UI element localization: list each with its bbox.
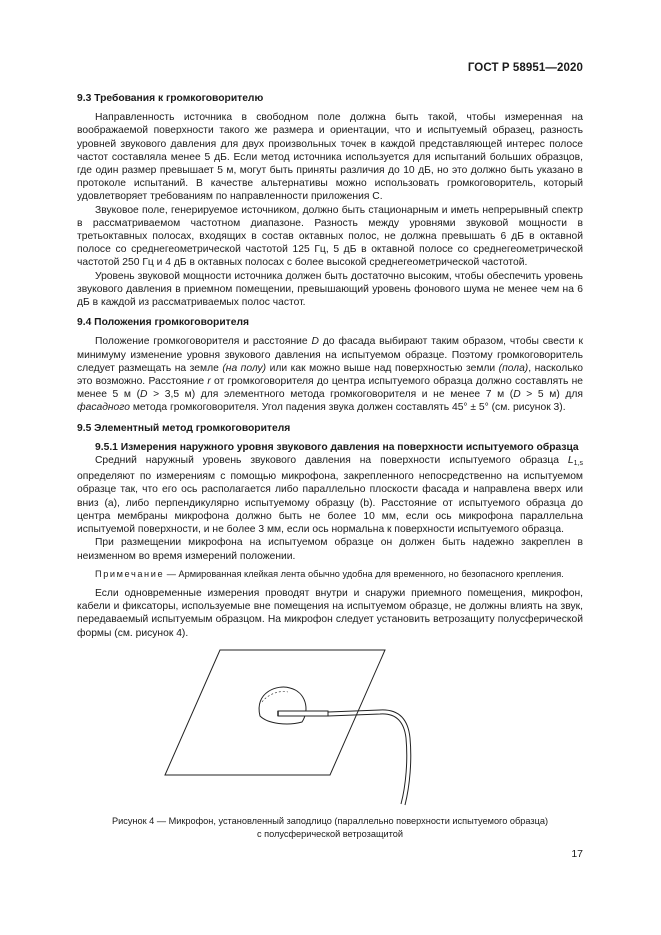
document-code: ГОСТ Р 58951—2020 [467, 62, 583, 74]
section-9-4-title: 9.4 Положения громкоговорителя [77, 317, 249, 329]
figure-4-caption: Рисунок 4 — Микрофон, установленный заподлицо (параллельно поверхности испытуемого образца) с полусферической ветрозащитой [111, 816, 548, 839]
section-9-3-paragraph-2: Звуковое поле, генерируемое источником, должно быть стационарным и иметь непрерывный спектр в рассматриваемом частотном диапазоне. Разность между уровнями звуковой мощности в третьоктавных полосах, входящих в состав октавных полос, не должна превышать 6 дБ в октавной полосе со среднегеометрической частотой 125 Гц, 5 дБ в октавной полосе со среднегеометрической частотой 250 Гц и 4 дБ в октавных полосах с более высокой среднегеометрической частотой. [77, 204, 583, 269]
windscreen-hemisphere [259, 687, 306, 724]
microphone-body [278, 711, 328, 716]
figure-4-microphone-drawing [160, 640, 510, 810]
section-9-4-paragraph: Положение громкоговорителя и расстояние D до фасада выбирают таким образом, чтобы свести к минимуму изменение уровня звукового давления на испытуемом образце. Поэтому громкоговоритель следует размещать на земле (на полу) или как можно выше над поверхностью земли (пола), насколько это возможно. Расстояние r от громкоговорителя до центра испытуемого образца должно составлять не менее 5 м (D > 3,5 м) для элементного метода громкоговорителя и не менее 7 м (D > 5 м) для фасадного метода громкоговорителя. Угол падения звука должен составлять 45° ± 5° (см. рисунок 3). [77, 336, 584, 414]
document-body [77, 92, 583, 640]
test-specimen-surface [165, 650, 385, 775]
page-number: 17 [571, 848, 583, 860]
section-9-3-paragraph-1: Направленность источника в свободном поле должна быть такой, чтобы измеренная на воображаемой поверхности такого же размера и ориентации, что и испытуемый образец, разность уровней звукового давления для двух произвольных точек в каждой представляющей интерес полосе частот составляла менее 5 дБ. Если метод источника используется для испытаний больших образцов, где один размер превышает 5 м, могут быть приняты различия до 10 дБ, но это должно быть указано в протоколе испытаний. В качестве альтернативы можно использовать громкоговоритель, который удовлетворяет требованиям по направленности приложения С. [77, 112, 583, 203]
section-9-5-title: 9.5 Элементный метод громкоговорителя [77, 422, 291, 434]
section-9-5-1-paragraph-2: При размещении микрофона на испытуемом образце он должен быть надежно закреплен в неизменном во время измерений положении. [77, 537, 583, 562]
microphone-cable [328, 710, 411, 805]
section-9-3-paragraph-3: Уровень звуковой мощности источника должен быть достаточно высоким, чтобы обеспечить уровень звукового давления в приемном помещении, превышающий уровень фонового шума не менее чем на 6 дБ в каждой из рассматриваемых полос частот. [77, 270, 583, 309]
section-9-5-1-paragraph-3: Если одновременные измерения проводят внутри и снаружи приемного помещения, микрофон, кабели и фиксаторы, используемые вне помещения на испытуемом образце, не должны влиять на звук, передаваемый испытуемым образцом. На микрофон следует установить ветрозащиту полусферической формы (см. рисунок 4). [77, 587, 583, 639]
section-9-5-1-title: 9.5.1 Измерения наружного уровня звукового давления на поверхности испытуемого образца [95, 441, 579, 453]
section-9-3-title: 9.3 Требования к громкоговорителю [77, 93, 264, 104]
note: Примечание — Армированная клейкая лента обычно удобна для временного, но безопасного крепления. [95, 568, 564, 579]
section-9-5-1-paragraph-1: Средний наружный уровень звукового давления на поверхности испытуемого образца $L_{1,s}$ определяют по измерениям с помощью микрофона, закрепленного непосредственно на испытуемом образце так, что его ось располагается либо параллельно плоскости фасада и направлена вверх или вниз (а), либо перпендикулярно испытуемому образцу (b). Расстояние от испытуемого образца до центра мембраны микрофона должно быть не более 10 мм, если ось микрофона параллельна испытуемой поверхности, и не более 3 мм, если ось нормальна к поверхности испытуемого образца. [77, 455, 583, 536]
